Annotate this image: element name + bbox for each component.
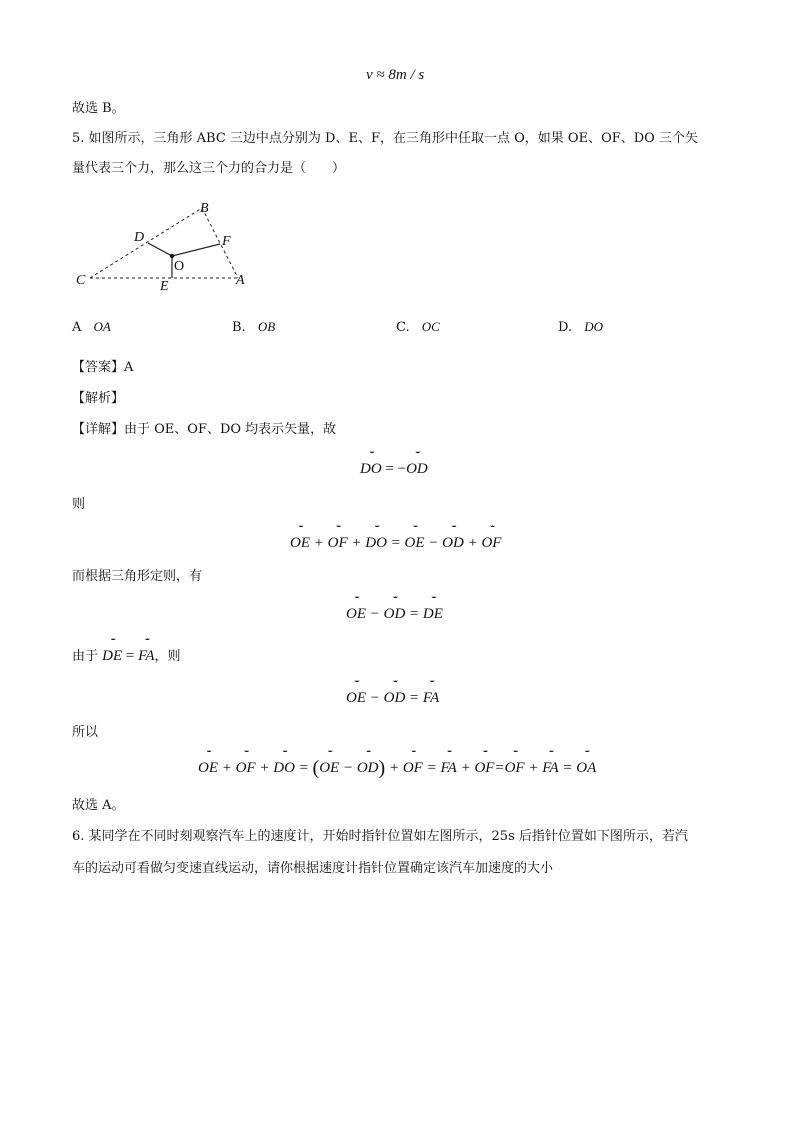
- question-5-line1: 5. 如图所示，三角形 ABC 三边中点分别为 D、E、F，在三角形中任取一点 O，如果 OE、OF、DO 三个矢: [72, 131, 698, 146]
- option-c-value: OC: [421, 319, 440, 334]
- conclusion-a: 故选 A。: [72, 798, 125, 813]
- option-d-label: D.: [558, 320, 573, 335]
- label-e: E: [160, 279, 169, 294]
- segment-of: [172, 244, 220, 256]
- triangle-figure: [70, 196, 270, 296]
- equation-4: ˇˇˇ OE − ˇˇˇ OD = ˇˇˇ FA: [346, 689, 439, 707]
- equation-5: ˇˇˇ OE + ˇˇˇ OF + ˇˇˇ DO = (ˇˇˇ OE − ˇˇˇ OD) + ˇˇˇ OF = ˇˇˇ FA + ˇˇˇ OF=ˇˇˇ OF + ˇˇˇ FA = ˇˇˇ OA: [198, 759, 596, 777]
- vec-fa: ˇˇˇ FA: [138, 647, 154, 665]
- option-c[interactable]: [396, 318, 440, 337]
- equation-3: ˇˇˇ OE − ˇˇˇ OD = ˇˇˇ DE: [346, 605, 443, 623]
- option-b-value: OB: [257, 319, 276, 334]
- option-a-label: A: [72, 320, 82, 335]
- option-a-value: OA: [93, 319, 111, 334]
- label-o: O: [174, 259, 185, 274]
- detail-line: 【详解】由于 OE、OF、DO 均表示矢量，故: [72, 422, 337, 437]
- top-equation: v ≈ 8m / s: [366, 67, 425, 83]
- option-d[interactable]: [558, 318, 603, 337]
- therefore-text: 所以: [72, 725, 99, 740]
- label-f: F: [222, 234, 231, 249]
- eq1-op: = −: [381, 461, 407, 477]
- edge-ba: [202, 208, 238, 278]
- analysis-tag: 【解析】: [72, 391, 125, 406]
- segment-od: [148, 243, 172, 256]
- equation-1: [360, 460, 428, 478]
- label-b: B: [200, 201, 209, 216]
- question-6-line2: 车的运动可看做匀变速直线运动，请你根据速度计指针位置确定该汽车加速度的大小: [72, 861, 554, 876]
- option-c-label: C.: [396, 320, 410, 335]
- option-a[interactable]: [72, 318, 111, 337]
- then-text: 则: [72, 497, 86, 512]
- point-o: [170, 254, 174, 258]
- edge-cb: [90, 208, 202, 278]
- since-line: 由于 ˇˇˇ DE = ˇˇˇ FA，则: [72, 647, 181, 666]
- vec-do: ˇˇˇ DO: [360, 460, 382, 478]
- label-c: C: [76, 273, 86, 288]
- vec-de: ˇˇˇ DE: [102, 647, 122, 665]
- question-6-line1: 6. 某同学在不同时刻观察汽车上的速度计，开始时指针位置如左图所示，25s 后指针位置如下图所示，若汽: [72, 829, 688, 844]
- label-d: D: [134, 230, 145, 245]
- conclusion-b: 故选 B。: [72, 101, 125, 116]
- option-d-value: DO: [584, 319, 604, 334]
- answer-tag: 【答案】A: [72, 360, 134, 375]
- vec-od: ˇˇˇ OD: [406, 460, 428, 478]
- option-b-label: B.: [232, 320, 246, 335]
- question-5-line2: 量代表三个力，那么这三个力的合力是（ ）: [72, 161, 346, 176]
- equation-2: ˇˇˇ OE + ˇˇˇ OF + ˇˇˇ DO = ˇˇˇ OE − ˇˇˇ OD + ˇˇˇ OF: [290, 534, 501, 552]
- label-a: A: [236, 273, 245, 288]
- option-b[interactable]: [232, 318, 275, 337]
- triangle-rule-text: 而根据三角形定则，有: [72, 569, 203, 584]
